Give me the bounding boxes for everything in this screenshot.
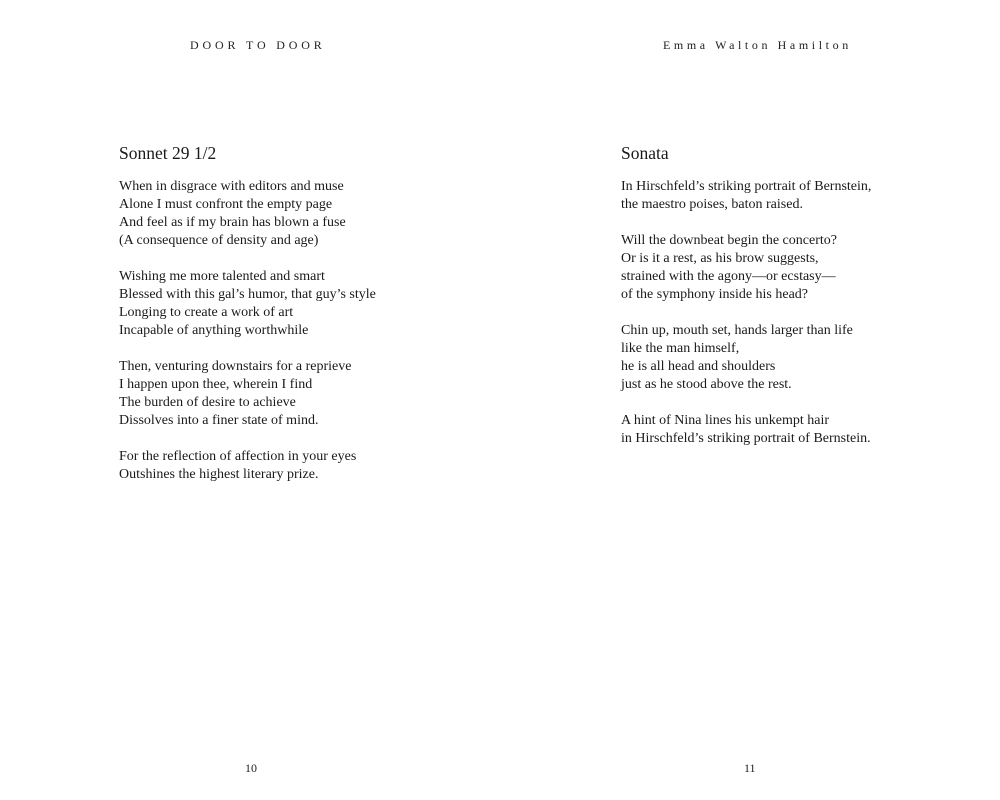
poem-line: A hint of Nina lines his unkempt hair (621, 413, 830, 428)
poem-line: he is all head and shoulders (621, 359, 776, 374)
poem-line: Longing to create a work of art (119, 305, 294, 320)
poem-title: Sonnet 29 1/2 (119, 143, 217, 163)
poem-title: Sonata (621, 143, 669, 163)
poem-line: the maestro poises, baton raised. (621, 197, 803, 212)
page-number: 10 (245, 761, 257, 775)
stanza (621, 232, 1000, 304)
poem-line: like the man himself, (621, 341, 740, 356)
poem-line: Incapable of anything worthwhile (119, 323, 309, 338)
poem-line: Chin up, mouth set, hands larger than life (621, 323, 853, 338)
poem-line: The burden of desire to achieve (119, 395, 296, 410)
poem-line: When in disgrace with editors and muse (119, 179, 344, 194)
right-page (500, 0, 1000, 800)
poem-line: just as he stood above the rest. (621, 377, 792, 392)
stanza (621, 412, 1000, 448)
poem-line: Outshines the highest literary prize. (119, 467, 319, 482)
book-title-running-head: DOOR TO DOOR (190, 38, 326, 52)
stanza (119, 268, 499, 340)
stanza (119, 358, 499, 430)
poem-line: Blessed with this gal’s humor, that guy’s style (119, 287, 376, 302)
stanza (621, 178, 1000, 214)
poem-line: In Hirschfeld’s striking portrait of Bernstein, (621, 179, 872, 194)
poem-sonata (621, 142, 1000, 466)
poem-line: in Hirschfeld’s striking portrait of Bernstein. (621, 431, 871, 446)
poem-line: Will the downbeat begin the concerto? (621, 233, 837, 248)
poem-line: For the reflection of affection in your eyes (119, 449, 357, 464)
poem-line: Or is it a rest, as his brow suggests, (621, 251, 819, 266)
author-running-head: Emma Walton Hamilton (663, 38, 852, 52)
poem-line: of the symphony inside his head? (621, 287, 809, 302)
poem-line: And feel as if my brain has blown a fuse (119, 215, 346, 230)
stanza (621, 322, 1000, 394)
poem-line: Alone I must confront the empty page (119, 197, 333, 212)
page-number: 11 (744, 761, 756, 775)
poem-line: strained with the agony—or ecstasy— (621, 269, 836, 284)
stanza (119, 178, 499, 250)
poem-line: Then, venturing downstairs for a reprieve (119, 359, 352, 374)
poem-line: Wishing me more talented and smart (119, 269, 325, 284)
stanza (119, 448, 499, 484)
poem-sonnet (119, 142, 499, 502)
poem-line: (A consequence of density and age) (119, 233, 319, 248)
poem-line: I happen upon thee, wherein I find (119, 377, 313, 392)
poem-line: Dissolves into a finer state of mind. (119, 413, 319, 428)
